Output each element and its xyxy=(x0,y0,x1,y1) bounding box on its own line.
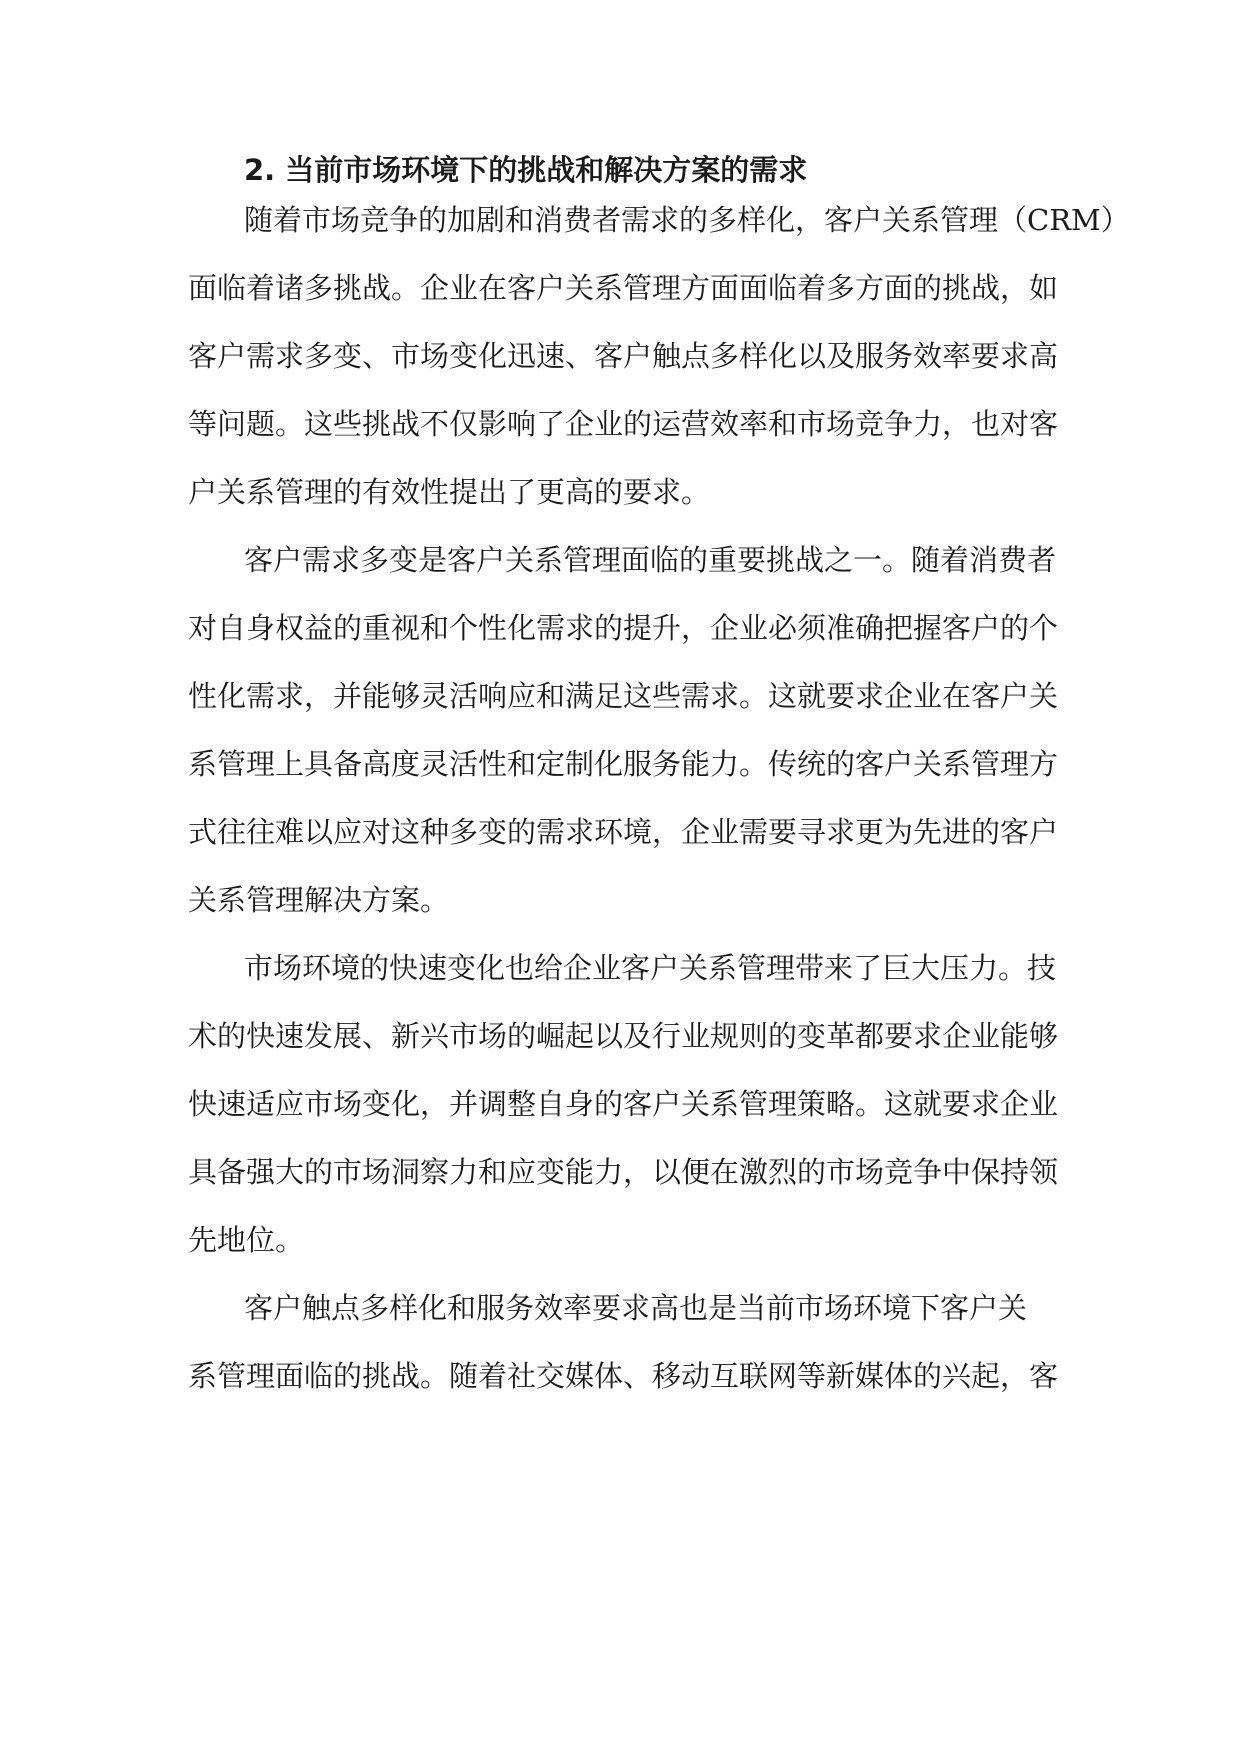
paragraph-line: 术的快速发展、新兴市场的崛起以及行业规则的变革都要求企业能够 xyxy=(188,1019,1059,1053)
paragraph-line: 随着市场竞争的加剧和消费者需求的多样化，客户关系管理（CRM） xyxy=(244,203,1130,237)
paragraph-line: 式往往难以应对这种多变的需求环境，企业需要寻求更为先进的客户 xyxy=(188,815,1059,849)
paragraph-line: 市场环境的快速变化也给企业客户关系管理带来了巨大压力。技 xyxy=(244,951,1057,985)
paragraph-line: 先地位。 xyxy=(188,1223,305,1257)
paragraph-line: 关系管理解决方案。 xyxy=(188,883,450,917)
paragraph-line: 客户触点多样化和服务效率要求高也是当前市场环境下客户关 xyxy=(244,1291,1028,1325)
paragraph-line: 对自身权益的重视和个性化需求的提升，企业必须准确把握客户的个 xyxy=(188,611,1059,645)
section-heading: 2. 当前市场环境下的挑战和解决方案的需求 xyxy=(244,153,808,187)
paragraph-line: 面临着诸多挑战。企业在客户关系管理方面面临着多方面的挑战，如 xyxy=(188,271,1059,305)
paragraph-line: 快速适应市场变化，并调整自身的客户关系管理策略。这就要求企业 xyxy=(188,1087,1059,1121)
paragraph-line: 客户需求多变、市场变化迅速、客户触点多样化以及服务效率要求高 xyxy=(188,339,1059,373)
paragraph-line: 系管理面临的挑战。随着社交媒体、移动互联网等新媒体的兴起，客 xyxy=(188,1359,1059,1393)
paragraph-line: 具备强大的市场洞察力和应变能力，以便在激烈的市场竞争中保持领 xyxy=(188,1155,1059,1189)
paragraph-line: 户关系管理的有效性提出了更高的要求。 xyxy=(188,475,711,509)
paragraph-line: 客户需求多变是客户关系管理面临的重要挑战之一。随着消费者 xyxy=(244,543,1057,577)
paragraph-line: 性化需求，并能够灵活响应和满足这些需求。这就要求企业在客户关 xyxy=(188,679,1059,713)
paragraph-line: 等问题。这些挑战不仅影响了企业的运营效率和市场竞争力，也对客 xyxy=(188,407,1059,441)
paragraph-line: 系管理上具备高度灵活性和定制化服务能力。传统的客户关系管理方 xyxy=(188,747,1059,781)
